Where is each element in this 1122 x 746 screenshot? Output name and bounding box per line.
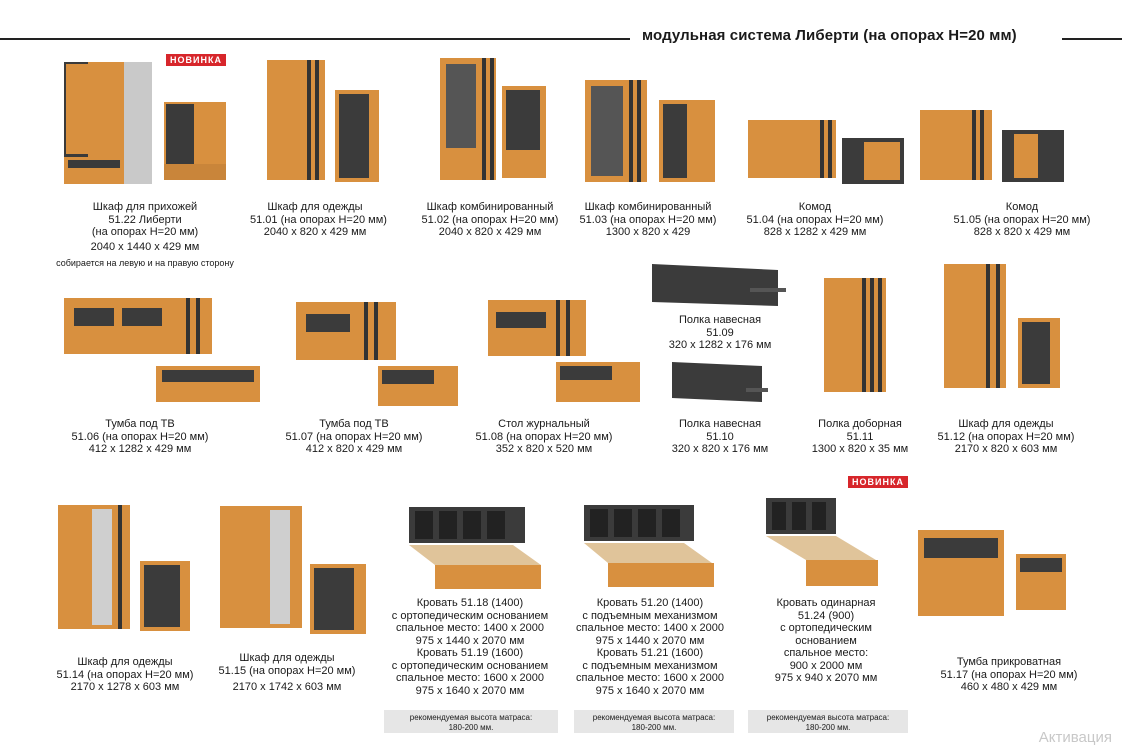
item-title: Шкаф для одежды <box>77 656 173 668</box>
mattress-note-line: рекомендуемая высота матраса: <box>766 713 890 722</box>
item-dimensions: 320 x 820 x 176 мм <box>671 443 769 455</box>
item-title: Шкаф для одежды <box>267 201 363 213</box>
item-51-10 <box>660 418 780 456</box>
item-code: 51.07 (на опорах H=20 мм) <box>285 430 423 443</box>
item-sleeping-area: спальное место: 1400 x 2000 <box>576 622 724 634</box>
item-title: Полка доборная <box>818 418 902 430</box>
item-title: Кровать 51.21 (1600) <box>596 647 704 659</box>
hallway-wardrobe-image <box>60 60 230 190</box>
item-code: 51.03 (на опорах H=20 мм) <box>579 213 717 226</box>
mattress-note-line: 180-200 мм. <box>631 723 677 732</box>
item-code: 51.12 (на опорах H=20 мм) <box>937 430 1075 443</box>
item-title: Шкаф комбинированный <box>584 201 712 213</box>
page-title: модульная система Либерти (на опорах H=20 мм) <box>642 27 1017 44</box>
item-title: Кровать 51.19 (1600) <box>416 647 524 659</box>
item-51-22 <box>40 201 250 270</box>
single-bed-51-24-image <box>762 496 882 592</box>
wardrobe-51-14-image <box>56 503 196 633</box>
item-title: Стол журнальный <box>498 418 590 430</box>
wardrobe-51-15-image <box>218 504 373 636</box>
new-badge: НОВИНКА <box>848 476 908 488</box>
item-51-02 <box>420 201 560 239</box>
item-dimensions: 2170 x 1742 x 603 мм <box>232 681 342 693</box>
item-51-24 <box>756 597 896 685</box>
item-subtitle: основанием <box>795 634 857 647</box>
item-51-06 <box>70 418 210 456</box>
activation-watermark: Активация <box>1038 729 1112 746</box>
item-sleeping-area: 900 x 2000 мм <box>789 659 863 672</box>
item-51-12 <box>934 418 1078 456</box>
item-51-01 <box>250 201 387 239</box>
item-subtitle: с ортопедическим основанием <box>391 609 549 622</box>
wall-shelf-51-09-image <box>650 262 790 310</box>
item-51-05 <box>950 201 1094 239</box>
tv-stand-51-06-image <box>62 296 262 406</box>
item-51-07 <box>284 418 424 456</box>
item-51-03 <box>578 201 718 239</box>
item-dimensions: 2170 x 1278 x 603 мм <box>70 681 180 693</box>
mattress-note-line: 180-200 мм. <box>448 723 494 732</box>
mattress-note <box>384 710 558 733</box>
item-title: Кровать 51.20 (1400) <box>596 597 704 609</box>
item-sleeping-area: спальное место: 1400 x 2000 <box>396 622 544 634</box>
header-rule-left <box>0 38 630 40</box>
dresser-51-04-image <box>748 116 908 188</box>
item-code: 51.08 (на опорах H=20 мм) <box>475 430 613 443</box>
item-dimensions: 352 x 820 x 520 мм <box>495 443 593 455</box>
item-title: Шкаф для одежды <box>958 418 1054 430</box>
item-subtitle: с подъемным механизмом <box>582 659 718 672</box>
item-51-04 <box>745 201 885 239</box>
coffee-table-51-08-image <box>486 298 646 408</box>
combo-cabinet-51-02-image <box>438 58 558 183</box>
item-code: 51.10 <box>706 430 734 443</box>
item-sleeping-area: спальное место: <box>783 647 869 659</box>
item-note: собирается на левую и на правую сторону <box>56 258 234 268</box>
item-dimensions: 828 x 1282 x 429 мм <box>763 226 867 238</box>
item-dimensions: 460 x 480 x 429 мм <box>960 681 1058 693</box>
item-dimensions: 975 x 1640 x 2070 мм <box>595 684 705 697</box>
mattress-note <box>574 710 734 733</box>
item-title: Комод <box>798 201 832 213</box>
wall-shelf-51-10-image <box>670 360 770 406</box>
item-code: 51.14 (на опорах H=20 мм) <box>56 668 194 681</box>
item-51-11 <box>800 418 920 456</box>
item-code: 51.02 (на опорах H=20 мм) <box>421 213 559 226</box>
item-dimensions: 975 x 1440 x 2070 мм <box>595 634 705 647</box>
item-subtitle: (на опорах H=20 мм) <box>91 226 199 238</box>
item-51-18-51-19 <box>382 597 558 697</box>
item-code: 51.06 (на опорах H=20 мм) <box>71 430 209 443</box>
header-rule-right <box>1062 38 1122 40</box>
item-title: Шкаф комбинированный <box>426 201 554 213</box>
item-dimensions: 412 x 820 x 429 мм <box>305 443 403 455</box>
item-code: 51.22 Либерти <box>108 213 182 226</box>
item-title: Тумба прикроватная <box>956 656 1062 668</box>
item-dimensions: 320 x 1282 x 176 мм <box>668 339 772 351</box>
item-code: 51.04 (на опорах H=20 мм) <box>746 213 884 226</box>
item-sleeping-area: спальное место: 1600 x 2000 <box>396 672 544 684</box>
combo-cabinet-51-03-image <box>585 80 720 185</box>
bed-51-20-image <box>580 503 720 593</box>
item-dimensions: 828 x 820 x 429 мм <box>973 226 1071 238</box>
wardrobe-51-01-image <box>265 60 385 185</box>
item-dimensions: 2040 x 820 x 429 мм <box>263 226 367 238</box>
item-code: 51.01 (на опорах H=20 мм) <box>250 213 387 226</box>
item-dimensions: 975 x 1440 x 2070 мм <box>415 634 525 647</box>
item-dimensions: 975 x 1640 x 2070 мм <box>415 684 525 697</box>
add-on-shelf-51-11-image <box>822 276 892 396</box>
item-title: Кровать одинарная <box>776 597 876 609</box>
item-code: 51.17 (на опорах H=20 мм) <box>940 668 1078 681</box>
item-title: Тумба под ТВ <box>319 418 389 430</box>
item-title: Полка навесная <box>678 418 762 430</box>
item-51-15 <box>212 652 362 694</box>
bed-51-18-image <box>405 505 545 595</box>
item-dimensions: 1300 x 820 x 429 <box>605 226 691 238</box>
item-dimensions: 2170 x 820 x 603 мм <box>954 443 1058 455</box>
nightstand-51-17-image <box>916 528 1076 618</box>
item-code: 51.09 <box>706 326 734 339</box>
item-title: Полка навесная <box>678 314 762 326</box>
tv-stand-51-07-image <box>294 300 464 410</box>
item-dimensions: 412 x 1282 x 429 мм <box>88 443 192 455</box>
item-title: Тумба под ТВ <box>105 418 175 430</box>
item-subtitle: с подъемным механизмом <box>582 609 718 622</box>
new-badge: НОВИНКА <box>166 54 226 66</box>
item-title: Шкаф для одежды <box>239 652 335 664</box>
item-dimensions: 1300 x 820 x 35 мм <box>811 443 909 455</box>
dresser-51-05-image <box>918 108 1068 184</box>
item-subtitle: с ортопедическим <box>780 622 872 634</box>
mattress-note-line: рекомендуемая высота матраса: <box>592 713 716 722</box>
item-51-17 <box>934 656 1084 694</box>
mattress-note-line: 180-200 мм. <box>805 723 851 732</box>
item-dimensions: 2040 x 1440 x 429 мм <box>90 240 200 253</box>
item-dimensions: 2040 x 820 x 429 мм <box>438 226 542 238</box>
item-title: Кровать 51.18 (1400) <box>416 597 524 609</box>
item-dimensions: 975 x 940 x 2070 мм <box>774 672 878 684</box>
mattress-note-line: рекомендуемая высота матраса: <box>409 713 533 722</box>
mattress-note <box>748 710 908 733</box>
item-title: Шкаф для прихожей <box>92 201 198 213</box>
item-code: 51.24 (900) <box>797 609 855 622</box>
item-code: 51.11 <box>846 430 874 443</box>
item-subtitle: с ортопедическим основанием <box>391 659 549 672</box>
item-title: Комод <box>1005 201 1039 213</box>
item-sleeping-area: спальное место: 1600 x 2000 <box>576 672 724 684</box>
item-code: 51.05 (на опорах H=20 мм) <box>953 213 1091 226</box>
item-51-08 <box>466 418 622 456</box>
item-51-20-51-21 <box>562 597 738 697</box>
wardrobe-51-12-image <box>942 262 1072 392</box>
item-51-14 <box>50 656 200 694</box>
item-code: 51.15 (на опорах H=20 мм) <box>218 664 356 677</box>
item-51-09 <box>660 314 780 352</box>
